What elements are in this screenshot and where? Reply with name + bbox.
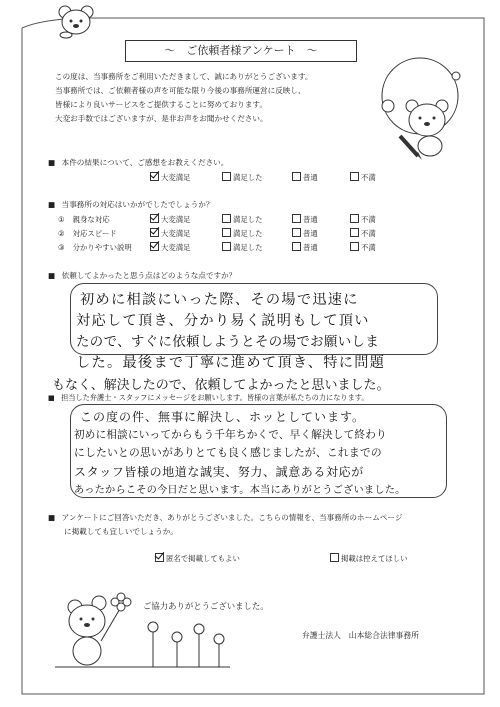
- checkbox-icon[interactable]: [292, 214, 301, 223]
- checkbox-icon[interactable]: [350, 242, 359, 251]
- bullet-icon: ■: [48, 158, 56, 167]
- question-2-label: 当事務所の対応はいかがでしたでしょうか？: [61, 200, 214, 209]
- q1-option[interactable]: 満足した: [222, 172, 263, 183]
- intro-text: [55, 70, 385, 126]
- checkbox-icon[interactable]: [330, 553, 339, 562]
- checkbox-icon[interactable]: [292, 242, 301, 251]
- checkbox-icon[interactable]: [350, 214, 359, 223]
- checkbox-icon[interactable]: [222, 214, 231, 223]
- checkbox-checked-icon[interactable]: [150, 242, 159, 251]
- question-1-label: 本件の結果について、ご感想をお教えください。: [61, 158, 229, 167]
- q2-option[interactable]: 普通: [292, 242, 318, 253]
- bullet-icon: ■: [48, 271, 56, 280]
- question-1: [48, 157, 228, 168]
- q2-option[interactable]: 大変満足: [150, 228, 191, 239]
- checkbox-icon[interactable]: [222, 242, 231, 251]
- question-5: [48, 512, 402, 523]
- checkbox-icon[interactable]: [222, 228, 231, 237]
- q2-row-label: ③ 分かりやすい説明: [58, 243, 132, 252]
- bullet-icon: ■: [48, 513, 56, 522]
- q2-option[interactable]: 普通: [292, 228, 318, 239]
- q2-option[interactable]: 満足した: [222, 214, 263, 225]
- checkbox-checked-icon[interactable]: [150, 214, 159, 223]
- handwritten-line: もなく、解決したので、依頼してよかったと思いました。: [52, 378, 390, 393]
- checkbox-checked-icon[interactable]: [155, 553, 164, 562]
- q2-row-label: ① 親身な対応: [58, 215, 110, 224]
- handwritten-line: にしたいとの思いがありとても良く感じましたが、これまでの: [74, 446, 382, 459]
- checkbox-icon[interactable]: [350, 228, 359, 237]
- checkbox-icon[interactable]: [292, 172, 301, 181]
- q1-option[interactable]: 普通: [292, 172, 318, 183]
- q1-option[interactable]: 大変満足: [150, 172, 191, 183]
- checkbox-icon[interactable]: [350, 172, 359, 181]
- bullet-icon: ■: [48, 393, 55, 402]
- handwritten-line: この度の件、無事に解決し、ホッとしています。: [80, 410, 366, 424]
- q2-option[interactable]: 不満: [350, 242, 376, 253]
- handwritten-line: 初めに相談にいってからもう千年ちかくで、早く解決して終わり: [74, 429, 387, 441]
- handwritten-line: スタッフ皆様の地道な誠実、努力、誠意ある対応が: [74, 465, 364, 479]
- handwritten-line: あったからこその今日だと思います。本当にありがとうございました。: [74, 485, 406, 496]
- q1-option[interactable]: 不満: [350, 172, 376, 183]
- firm-name: 弁護士法人 山本総合法律事務所: [302, 631, 419, 640]
- q2-option[interactable]: 不満: [350, 228, 376, 239]
- handwritten-line: 初めに相談にいった際、その場で迅速に: [80, 292, 359, 308]
- q5-option[interactable]: 掲載は控えてほしい: [330, 553, 408, 564]
- question-4: [48, 393, 369, 403]
- page-title: ～ ご依頼者様アンケート ～: [125, 40, 357, 62]
- checkbox-icon[interactable]: [222, 172, 231, 181]
- handwritten-line: たので、すぐに依頼しようとその場でお願いしま: [76, 335, 380, 350]
- intro-line: この度は、当事務所をご利用いただきまして、誠にありがとうございます。: [55, 72, 313, 81]
- q2-option[interactable]: 満足した: [222, 242, 263, 253]
- thanks-text: ご協力ありがとうございました。: [143, 601, 269, 611]
- checkbox-icon[interactable]: [292, 228, 301, 237]
- bullet-icon: ■: [48, 200, 56, 209]
- bear-icon: [55, 2, 99, 40]
- question-5-line: アンケートにご回答いただき、ありがとうございました。こちらの情報を、当事務所のホームページ: [61, 513, 403, 522]
- checkbox-checked-icon[interactable]: [150, 172, 159, 181]
- intro-line: 当事務所では、ご依頼者様の声を可能な限り今後の事務所運営に反映し、: [55, 86, 306, 95]
- q2-option[interactable]: 普通: [292, 214, 318, 225]
- q5-option[interactable]: 匿名で掲載してもよい: [155, 553, 240, 564]
- checkbox-checked-icon[interactable]: [150, 228, 159, 237]
- question-5-line: に掲載しても宜しいでしょうか。: [64, 527, 178, 536]
- handwritten-line: 対応して頂き、分かり易く説明もして頂い: [76, 313, 370, 329]
- q2-option[interactable]: 大変満足: [150, 214, 191, 225]
- intro-line: 皆様により良いサービスをご提供することに努めております。: [55, 100, 268, 109]
- question-3-label: 依頼してよかったと思う点はどのような点ですか？: [61, 271, 237, 280]
- handwritten-line: した。最後まで丁寧に進めて頂き、特に問題: [76, 355, 386, 371]
- q2-option[interactable]: 大変満足: [150, 242, 191, 253]
- question-3: [48, 270, 236, 281]
- q2-option[interactable]: 満足した: [222, 228, 263, 239]
- intro-line: 大変お手数ではございますが、是非お声をお聞かせください。: [55, 114, 268, 123]
- question-2: [48, 199, 213, 210]
- q2-option[interactable]: 不満: [350, 214, 376, 225]
- bear-flowers-illustration: [55, 585, 235, 675]
- question-4-label: 担当した弁護士・スタッフにメッセージをお願いします。皆様の言葉が私たちの力になります。: [61, 393, 369, 402]
- q2-row-label: ② 対応スピード: [58, 229, 117, 238]
